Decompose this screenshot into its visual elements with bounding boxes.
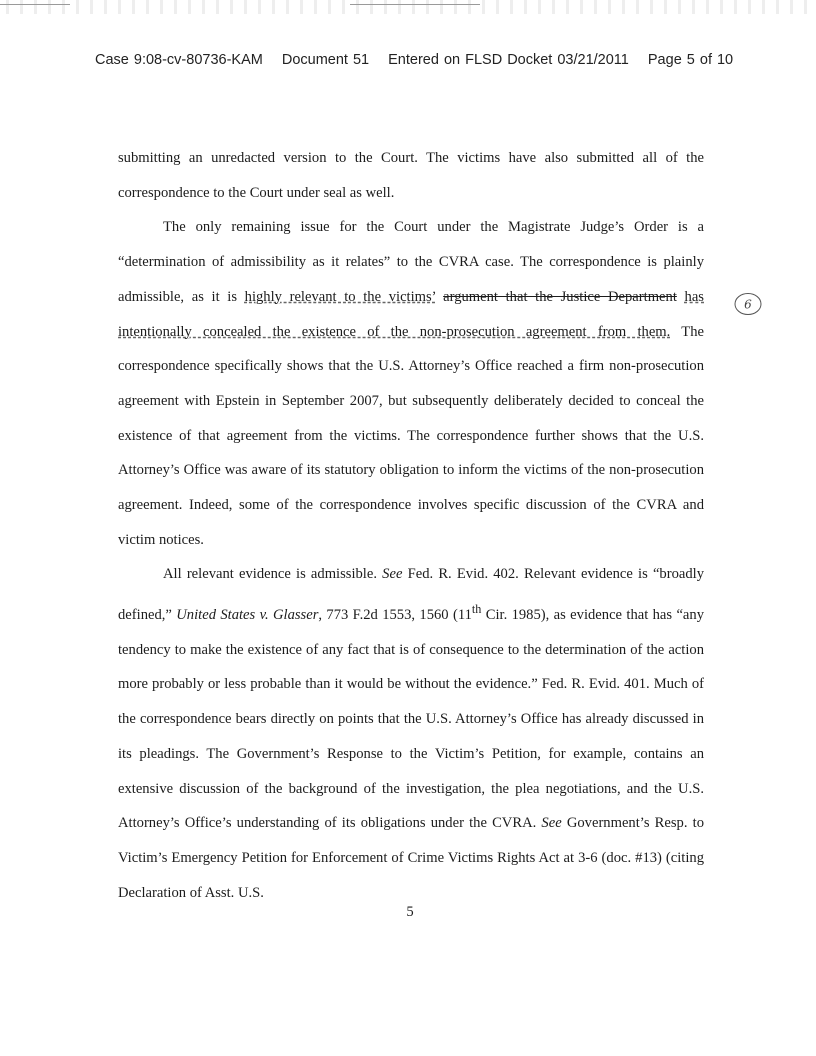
underlined-phrase: highly relevant to the victims’ <box>244 288 436 305</box>
scan-artifact-line <box>0 4 70 5</box>
paragraph-2-text-b: The correspondence specifically shows that the U.S. Attorney’s Office reached a firm non-prosecution agreement with Epstein in September 2007, but subsequently deliberately decided to conceal the existence of that agreement from the victims. The correspondence further shows that the U.S. Attorney’s Office was aware of its statutory obligation to inform the victims of the non-prosecution agreement. Indeed, some of the correspondence involves specific discussion of the CVRA and victim notices. <box>118 323 704 548</box>
margin-note-text: 6 <box>744 297 752 312</box>
document-number: Document 51 <box>281 52 370 68</box>
scan-artifact-line <box>350 4 480 5</box>
page-number: 5 <box>406 904 414 920</box>
docket-entry: Entered on FLSD Docket 03/21/2011 <box>388 52 629 68</box>
underlined-phrase: has intentionally concealed the existence of the non-prosecution agreement from them. <box>118 288 704 340</box>
case-citation: United States v. Glasser <box>176 607 319 623</box>
docket-header <box>95 52 735 68</box>
scan-artifact-strip <box>0 0 816 14</box>
paragraph-2 <box>118 210 704 557</box>
document-body <box>118 141 704 910</box>
citation-signal: See <box>541 815 562 832</box>
struck-phrase: argument that the Justice Department <box>443 288 677 305</box>
paragraph-3: All relevant evidence is admissible. See Fed. R. Evid. 402. Relevant evidence is “broadly defined,” United States v. Glasser, 773 F.2d 1553, 1560 (11th Cir. 1985), as evidence that has “any tendency to make the existence of any fact that is of consequence to the determination of the action more probably or less probable than it would be without the evidence.” Fed. R. Evid. 401. Much of the correspondence bears directly on points that the U.S. Attorney’s Office has already discussed in its pleadings. The Government’s Response to the Victim’s Petition, for example, contains an extensive discussion of the background of the investigation, the plea negotiations, and the U.S. Attorney’s Office’s understanding of its obligations under the CVRA. See Government’s Resp. to Victim’s Emergency Petition for Enforcement of Crime Victims Rights Act at 3-6 (doc. #13) (citing Declaration of Asst. U.S. <box>118 566 705 901</box>
paragraph-2-text-a: The only remaining issue for the Court under the Magistrate Judge’s Order is a “determination of admissibility as it relates” to the CVRA case. The correspondence is plainly admissible, as it is <box>118 219 704 305</box>
paragraph-1: submitting an unredacted version to the Court. The victims have also submitted all of the correspondence to the Court under seal as well. <box>118 150 704 201</box>
handwritten-margin-note-icon <box>733 291 763 317</box>
ordinal-superscript: th <box>471 602 482 617</box>
page-indicator: Page 5 of 10 <box>647 52 734 68</box>
case-number: Case 9:08-cv-80736-KAM <box>95 52 263 68</box>
citation-signal: See <box>382 566 403 583</box>
